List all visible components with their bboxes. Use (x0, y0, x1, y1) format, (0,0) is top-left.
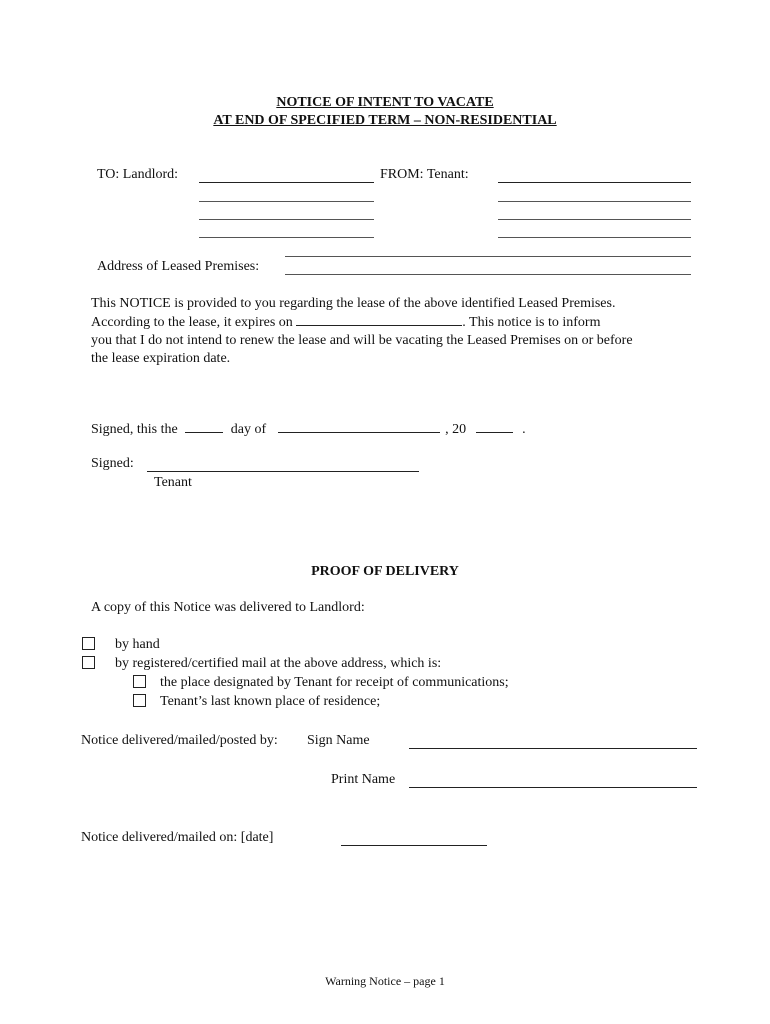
landlord-address-field-1[interactable] (199, 201, 374, 202)
landlord-address-field-3[interactable] (199, 237, 374, 238)
signed-this-the-label: Signed, this the (91, 422, 178, 437)
by-hand-checkbox[interactable] (82, 637, 95, 650)
tenant-signature-field[interactable] (147, 471, 419, 472)
print-name-field[interactable] (409, 787, 697, 788)
delivered-on-date-field[interactable] (341, 845, 487, 846)
tenant-address-field-1[interactable] (498, 201, 691, 202)
landlord-address-field-2[interactable] (199, 219, 374, 220)
tenant-address-field-2[interactable] (498, 219, 691, 220)
designated-place-label: the place designated by Tenant for receipt of communications; (160, 675, 509, 690)
proof-intro-text: A copy of this Notice was delivered to Landlord: (91, 600, 365, 615)
day-field[interactable] (185, 420, 223, 433)
expires-on-label: According to the lease, it expires on (91, 315, 293, 330)
tenant-name-field[interactable] (498, 182, 691, 183)
notice-line-3: you that I do not intend to renew the lease and will be vacating the Leased Premises on or before (91, 333, 633, 348)
last-known-residence-checkbox[interactable] (133, 694, 146, 707)
by-mail-checkbox[interactable] (82, 656, 95, 669)
by-mail-label: by registered/certified mail at the above address, which is: (115, 656, 442, 671)
lease-expiration-date-field[interactable] (296, 313, 462, 326)
print-name-label: Print Name (331, 772, 396, 787)
signed-date-line (91, 420, 526, 438)
notice-line-4: the lease expiration date. (91, 351, 231, 366)
delivered-on-label: Notice delivered/mailed on: [date] (81, 830, 274, 845)
leased-premises-label: Address of Leased Premises: (97, 259, 260, 274)
tenant-signature-caption: Tenant (154, 475, 192, 490)
month-field[interactable] (278, 420, 440, 433)
date-period: . (522, 422, 526, 437)
designated-place-checkbox[interactable] (133, 675, 146, 688)
proof-of-delivery-heading: PROOF OF DELIVERY (311, 564, 459, 579)
document-title-line1: NOTICE OF INTENT TO VACATE (276, 95, 494, 110)
signed-label: Signed: (91, 456, 134, 471)
tenant-address-field-3[interactable] (498, 237, 691, 238)
premises-address-field-1[interactable] (285, 256, 691, 257)
notice-paragraph (91, 295, 681, 368)
day-of-label: day of (230, 422, 267, 437)
document-title-line2: AT END OF SPECIFIED TERM – NON-RESIDENTIAL (213, 113, 557, 128)
notice-line-2 (91, 313, 681, 332)
landlord-name-field[interactable] (199, 182, 374, 183)
year-prefix-label: , 20 (445, 422, 467, 437)
sign-name-label: Sign Name (307, 733, 370, 748)
delivered-by-label: Notice delivered/mailed/posted by: (81, 733, 278, 748)
by-hand-label: by hand (115, 637, 160, 652)
last-known-residence-label: Tenant’s last known place of residence; (160, 694, 381, 709)
notice-inform-text: . This notice is to inform (462, 315, 601, 330)
page-footer: Warning Notice – page 1 (325, 974, 445, 988)
sign-name-field[interactable] (409, 748, 697, 749)
year-field[interactable] (476, 420, 513, 433)
to-landlord-label: TO: Landlord: (97, 167, 179, 182)
notice-line-1: This NOTICE is provided to you regarding the lease of the above identified Leased Premises. (91, 296, 616, 311)
from-tenant-label: FROM: Tenant: (380, 167, 469, 182)
premises-address-field-2[interactable] (285, 274, 691, 275)
